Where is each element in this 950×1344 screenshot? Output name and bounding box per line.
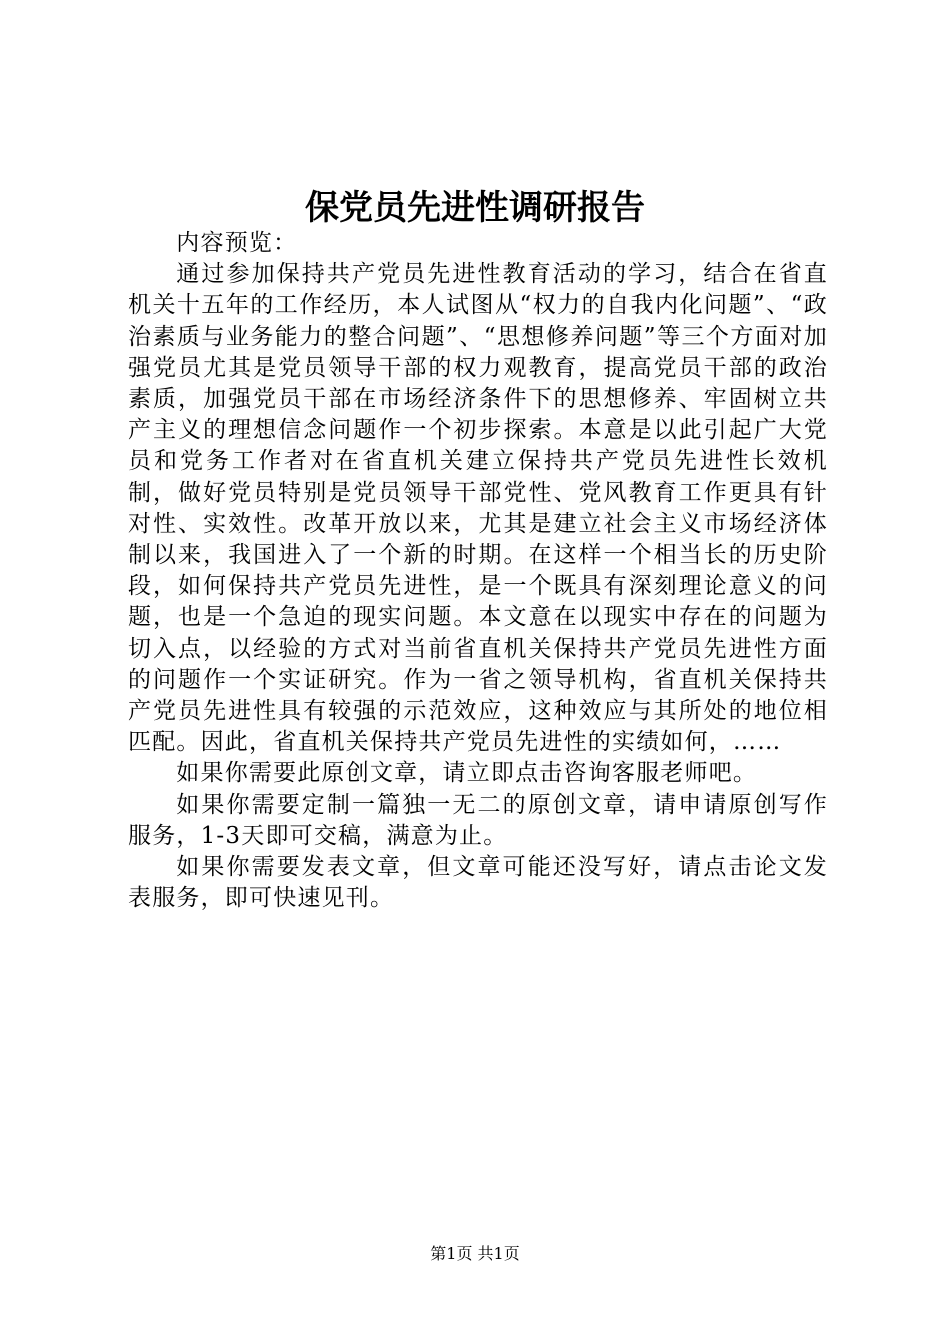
- body-paragraph: 通过参加保持共产党员先进性教育活动的学习，结合在省直机关十五年的工作经历，本人试图从“权力的自我内化问题”、“政治素质与业务能力的整合问题”、“思想修养问题”等三个方面对加强党员尤其是党员领导干部的权力观教育，提高党员干部的政治素质，加强党员干部在市场经济条件下的思想修养、牢固树立共产主义的理想信念问题作一个初步探索。本意是以此引起广大党员和党务工作者对在省直机关建立保持共产党员先进性长效机制，做好党员特别是党员领导干部党性、党风教育工作更具有针对性、实效性。改革开放以来，尤其是建立社会主义市场经济体制以来，我国进入了一个新的时期。在这样一个相当长的历史阶段，如何保持共产党员先进性，是一个既具有深刻理论意义的问题，也是一个急迫的现实问题。本文意在以现实中存在的问题为切入点，以经验的方式对当前省直机关保持共产党员先进性方面的问题作一个实证研究。作为一省之领导机构，省直机关保持共产党员先进性具有较强的示范效应，这种效应与其所处的地位相匹配。因此，省直机关保持共产党员先进性的实绩如何，……: [128, 261, 828, 756]
- preview-label: 内容预览：: [176, 230, 298, 256]
- promo-consult-paragraph: 如果你需要此原创文章，请立即点击咨询客服老师吧。: [176, 760, 758, 787]
- page-number-footer: 第1页 共1页: [430, 1244, 520, 1263]
- document-title: 保党员先进性调研报告: [305, 188, 645, 228]
- promo-publish-paragraph: 如果你需要发表文章，但文章可能还没写好，请点击论文发表服务，即可快速见刊。: [128, 854, 828, 912]
- promo-custom-writing-paragraph: 如果你需要定制一篇独一无二的原创文章，请申请原创写作服务，1-3天即可交稿，满意为止。: [128, 791, 828, 849]
- document-content: [128, 228, 828, 914]
